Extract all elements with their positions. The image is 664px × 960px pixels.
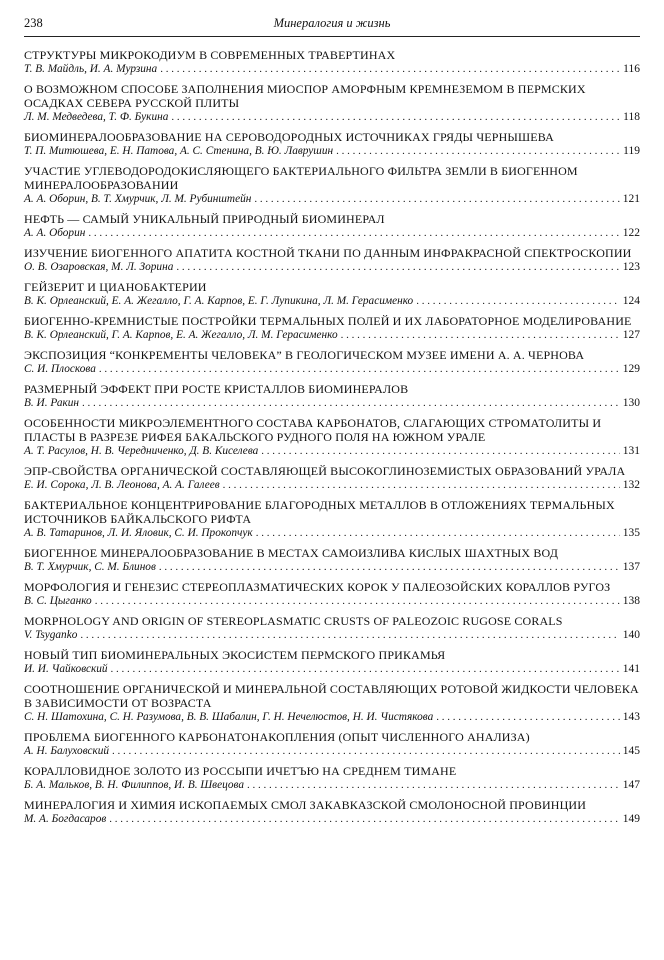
toc-entry[interactable] bbox=[24, 130, 640, 158]
leader-dots bbox=[336, 144, 620, 158]
entry-authors: Т. В. Майдль, И. А. Мурзина bbox=[24, 63, 158, 75]
entry-page[interactable]: 137 bbox=[622, 561, 640, 573]
entry-title[interactable]: БИОМИНЕРАЛООБРАЗОВАНИЕ НА СЕРОВОДОРОДНЫХ ИСТОЧНИКАХ ГРЯДЫ ЧЕРНЫШЕВА bbox=[24, 130, 554, 144]
leader-dots bbox=[112, 744, 620, 758]
entry-title[interactable]: БИОГЕННО-КРЕМНИСТЫЕ ПОСТРОЙКИ ТЕРМАЛЬНЫХ ПОЛЕЙ И ИХ ЛАБОРАТОРНОЕ МОДЕЛИРОВАНИЕ bbox=[24, 314, 632, 328]
entry-page[interactable]: 135 bbox=[622, 527, 640, 539]
entry-title[interactable]: МИНЕРАЛОГИЯ И ХИМИЯ ИСКОПАЕМЫХ СМОЛ ЗАКАВКАЗСКОЙ СМОЛОНОСНОЙ ПРОВИНЦИИ bbox=[24, 798, 587, 812]
toc-entry[interactable] bbox=[24, 614, 640, 642]
leader-dots bbox=[88, 226, 619, 240]
entry-authors: В. К. Орлеанский, Е. А. Жегалло, Г. А. Карпов, Е. Г. Лупикина, Л. М. Герасименко bbox=[24, 295, 414, 307]
entry-page[interactable]: 118 bbox=[623, 111, 640, 123]
entry-authors: А. А. Оборин bbox=[24, 227, 86, 239]
leader-dots bbox=[256, 526, 620, 540]
entry-title[interactable]: НОВЫЙ ТИП БИОМИНЕРАЛЬНЫХ ЭКОСИСТЕМ ПЕРМСКОГО ПРИКАМЬЯ bbox=[24, 648, 446, 662]
entry-authors: А. В. Татаринов, Л. И. Яловик, С. И. Прокопчук bbox=[24, 527, 253, 539]
entry-page[interactable]: 130 bbox=[622, 397, 640, 409]
entry-page[interactable]: 143 bbox=[622, 711, 640, 723]
entry-authors: М. А. Богдасаров bbox=[24, 813, 107, 825]
toc-entry[interactable] bbox=[24, 498, 640, 540]
leader-dots bbox=[223, 478, 620, 492]
entry-authors: В. Т. Хмурчик, С. М. Блинов bbox=[24, 561, 156, 573]
leader-dots bbox=[436, 710, 619, 724]
toc-entry[interactable] bbox=[24, 212, 640, 240]
entry-title[interactable]: КОРАЛЛОВИДНОЕ ЗОЛОТО ИЗ РОССЫПИ ИЧЕТЪЮ НА СРЕДНЕМ ТИМАНЕ bbox=[24, 764, 457, 778]
entry-page[interactable]: 140 bbox=[622, 629, 640, 641]
leader-dots bbox=[176, 260, 619, 274]
entry-authors: В. И. Ракин bbox=[24, 397, 80, 409]
leader-dots bbox=[82, 396, 620, 410]
entry-page[interactable]: 132 bbox=[622, 479, 640, 491]
entry-page[interactable]: 123 bbox=[622, 261, 640, 273]
leader-dots bbox=[99, 362, 620, 376]
entry-title[interactable]: МОРФОЛОГИЯ И ГЕНЕЗИС СТЕРЕОПЛАЗМАТИЧЕСКИХ КОРОК У ПАЛЕОЗОЙСКИХ КОРАЛЛОВ РУГОЗ bbox=[24, 580, 611, 594]
toc-entry[interactable] bbox=[24, 648, 640, 676]
leader-dots bbox=[171, 110, 620, 124]
leader-dots bbox=[111, 662, 620, 676]
leader-dots bbox=[109, 812, 619, 826]
entry-page[interactable]: 116 bbox=[623, 63, 640, 75]
toc-entry[interactable] bbox=[24, 764, 640, 792]
entry-title[interactable]: ЭКСПОЗИЦИЯ “КОНКРЕМЕНТЫ ЧЕЛОВЕКА” В ГЕОЛОГИЧЕСКОМ МУЗЕЕ ИМЕНИ А. А. ЧЕРНОВА bbox=[24, 348, 585, 362]
toc-entry[interactable] bbox=[24, 798, 640, 826]
leader-dots bbox=[80, 628, 619, 642]
entry-page[interactable]: 138 bbox=[622, 595, 640, 607]
toc-entry[interactable] bbox=[24, 82, 640, 124]
running-title: Минералогия и жизнь bbox=[273, 16, 391, 30]
entry-page[interactable]: 145 bbox=[622, 745, 640, 757]
toc-entry[interactable] bbox=[24, 246, 640, 274]
toc-entry[interactable] bbox=[24, 682, 640, 724]
entry-authors: Т. П. Митюшева, Е. Н. Патова, А. С. Стенина, В. Ю. Лаврушин bbox=[24, 145, 334, 157]
entry-authors: С. Н. Шатохина, С. Н. Разумова, В. В. Шабалин, Г. Н. Нечелюстов, Н. И. Чистякова bbox=[24, 711, 434, 723]
entry-title[interactable]: ОСОБЕННОСТИ МИКРОЭЛЕМЕНТНОГО СОСТАВА КАРБОНАТОВ, СЛАГАЮЩИХ СТРОМАТОЛИТЫ И ПЛАСТЫ В РАЗРЕЗЕ РИФЕЯ БАКАЛЬСКОГО РУДНОГО ПОЛЯ НА ЮЖНОМ УРАЛЕ bbox=[24, 416, 602, 444]
entry-title[interactable]: О ВОЗМОЖНОМ СПОСОБЕ ЗАПОЛНЕНИЯ МИОСПОР АМОРФНЫМ КРЕМНЕЗЕМОМ В ПЕРМСКИХ ОСАДКАХ СЕВЕРА РУССКОЙ ПЛИТЫ bbox=[24, 82, 586, 110]
toc-entry[interactable] bbox=[24, 546, 640, 574]
toc-entry[interactable] bbox=[24, 348, 640, 376]
entry-page[interactable]: 147 bbox=[622, 779, 640, 791]
page-header bbox=[24, 14, 640, 37]
entry-title[interactable]: СТРУКТУРЫ МИКРОКОДИУМ В СОВРЕМЕННЫХ ТРАВЕРТИНАХ bbox=[24, 48, 396, 62]
leader-dots bbox=[160, 62, 620, 76]
entry-authors: А. А. Оборин, В. Т. Хмурчик, Л. М. Рубинштейн bbox=[24, 193, 252, 205]
entry-title[interactable]: НЕФТЬ — САМЫЙ УНИКАЛЬНЫЙ ПРИРОДНЫЙ БИОМИНЕРАЛ bbox=[24, 212, 385, 226]
entry-page[interactable]: 121 bbox=[622, 193, 640, 205]
entry-authors: Е. И. Сорока, Л. В. Леонова, А. А. Галеев bbox=[24, 479, 220, 491]
page-number: 238 bbox=[24, 16, 43, 30]
toc-entry[interactable] bbox=[24, 580, 640, 608]
entry-authors: В. К. Орлеанский, Г. А. Карпов, Е. А. Жегалло, Л. М. Герасименко bbox=[24, 329, 338, 341]
entry-authors: С. И. Плоскова bbox=[24, 363, 96, 375]
entry-page[interactable]: 119 bbox=[623, 145, 640, 157]
entry-title[interactable]: ИЗУЧЕНИЕ БИОГЕННОГО АПАТИТА КОСТНОЙ ТКАНИ ПО ДАННЫМ ИНФРАКРАСНОЙ СПЕКТРОСКОПИИ bbox=[24, 246, 632, 260]
entry-authors: О. В. Озаровская, М. Л. Зорина bbox=[24, 261, 174, 273]
entry-page[interactable]: 127 bbox=[622, 329, 640, 341]
entry-authors: А. Н. Балуховский bbox=[24, 745, 110, 757]
leader-dots bbox=[341, 328, 620, 342]
entry-page[interactable]: 122 bbox=[622, 227, 640, 239]
toc-entry[interactable] bbox=[24, 382, 640, 410]
leader-dots bbox=[254, 192, 619, 206]
entry-authors: В. С. Цыганко bbox=[24, 595, 92, 607]
toc-entry[interactable] bbox=[24, 730, 640, 758]
entry-page[interactable]: 141 bbox=[622, 663, 640, 675]
entry-title[interactable]: БИОГЕННОЕ МИНЕРАЛООБРАЗОВАНИЕ В МЕСТАХ САМОИЗЛИВА КИСЛЫХ ШАХТНЫХ ВОД bbox=[24, 546, 559, 560]
entry-title[interactable]: БАКТЕРИАЛЬНОЕ КОНЦЕНТРИРОВАНИЕ БЛАГОРОДНЫХ МЕТАЛЛОВ В ОТЛОЖЕНИЯХ ТЕРМАЛЬНЫХ ИСТОЧНИКОВ БАЙКАЛЬСКОГО РИФТА bbox=[24, 498, 615, 526]
entry-authors: Л. М. Медведева, Т. Ф. Букина bbox=[24, 111, 169, 123]
entry-title[interactable]: MORPHOLOGY AND ORIGIN OF STEREOPLASMATIC CRUSTS OF PALEOZOIC RUGOSE CORALS bbox=[24, 614, 563, 628]
leader-dots bbox=[416, 294, 620, 308]
entry-authors: И. И. Чайковский bbox=[24, 663, 108, 675]
toc-entry[interactable] bbox=[24, 280, 640, 308]
entry-authors: А. Т. Расулов, Н. В. Чередниченко, Д. В. Киселева bbox=[24, 445, 259, 457]
leader-dots bbox=[261, 444, 619, 458]
entry-title[interactable]: СООТНОШЕНИЕ ОРГАНИЧЕСКОЙ И МИНЕРАЛЬНОЙ СОСТАВЛЯЮЩИХ РОТОВОЙ ЖИДКОСТИ ЧЕЛОВЕКА В ЗАВИСИМОСТИ ОТ ВОЗРАСТА bbox=[24, 682, 639, 710]
entry-page[interactable]: 131 bbox=[622, 445, 640, 457]
toc-entry[interactable] bbox=[24, 164, 640, 206]
leader-dots bbox=[247, 778, 620, 792]
leader-dots bbox=[159, 560, 620, 574]
entry-title[interactable]: РАЗМЕРНЫЙ ЭФФЕКТ ПРИ РОСТЕ КРИСТАЛЛОВ БИОМИНЕРАЛОВ bbox=[24, 382, 409, 396]
entry-page[interactable]: 124 bbox=[622, 295, 640, 307]
toc-entry[interactable] bbox=[24, 314, 640, 342]
entry-page[interactable]: 149 bbox=[622, 813, 640, 825]
entry-authors: V. Tsyganko bbox=[24, 629, 78, 641]
toc-entry[interactable] bbox=[24, 416, 640, 458]
entry-title[interactable]: ГЕЙЗЕРИТ И ЦИАНОБАКТЕРИИ bbox=[24, 280, 207, 294]
table-of-contents bbox=[24, 48, 640, 832]
entry-title[interactable]: ЭПР-СВОЙСТВА ОРГАНИЧЕСКОЙ СОСТАВЛЯЮЩЕЙ ВЫСОКОГЛИНОЗЕМИСТЫХ ОБРАЗОВАНИЙ УРАЛА bbox=[24, 464, 626, 478]
leader-dots bbox=[95, 594, 620, 608]
entry-title[interactable]: ПРОБЛЕМА БИОГЕННОГО КАРБОНАТОНАКОПЛЕНИЯ (ОПЫТ ЧИСЛЕННОГО АНАЛИЗА) bbox=[24, 730, 530, 744]
toc-entry[interactable] bbox=[24, 464, 640, 492]
entry-title[interactable]: УЧАСТИЕ УГЛЕВОДОРОДОКИСЛЯЮЩЕГО БАКТЕРИАЛЬНОГО ФИЛЬТРА ЗЕМЛИ В БИОГЕННОМ МИНЕРАЛООБРАЗОВАНИИ bbox=[24, 164, 578, 192]
entry-page[interactable]: 129 bbox=[622, 363, 640, 375]
entry-authors: Б. А. Мальков, В. Н. Филиппов, И. В. Швецова bbox=[24, 779, 245, 791]
toc-entry[interactable] bbox=[24, 48, 640, 76]
